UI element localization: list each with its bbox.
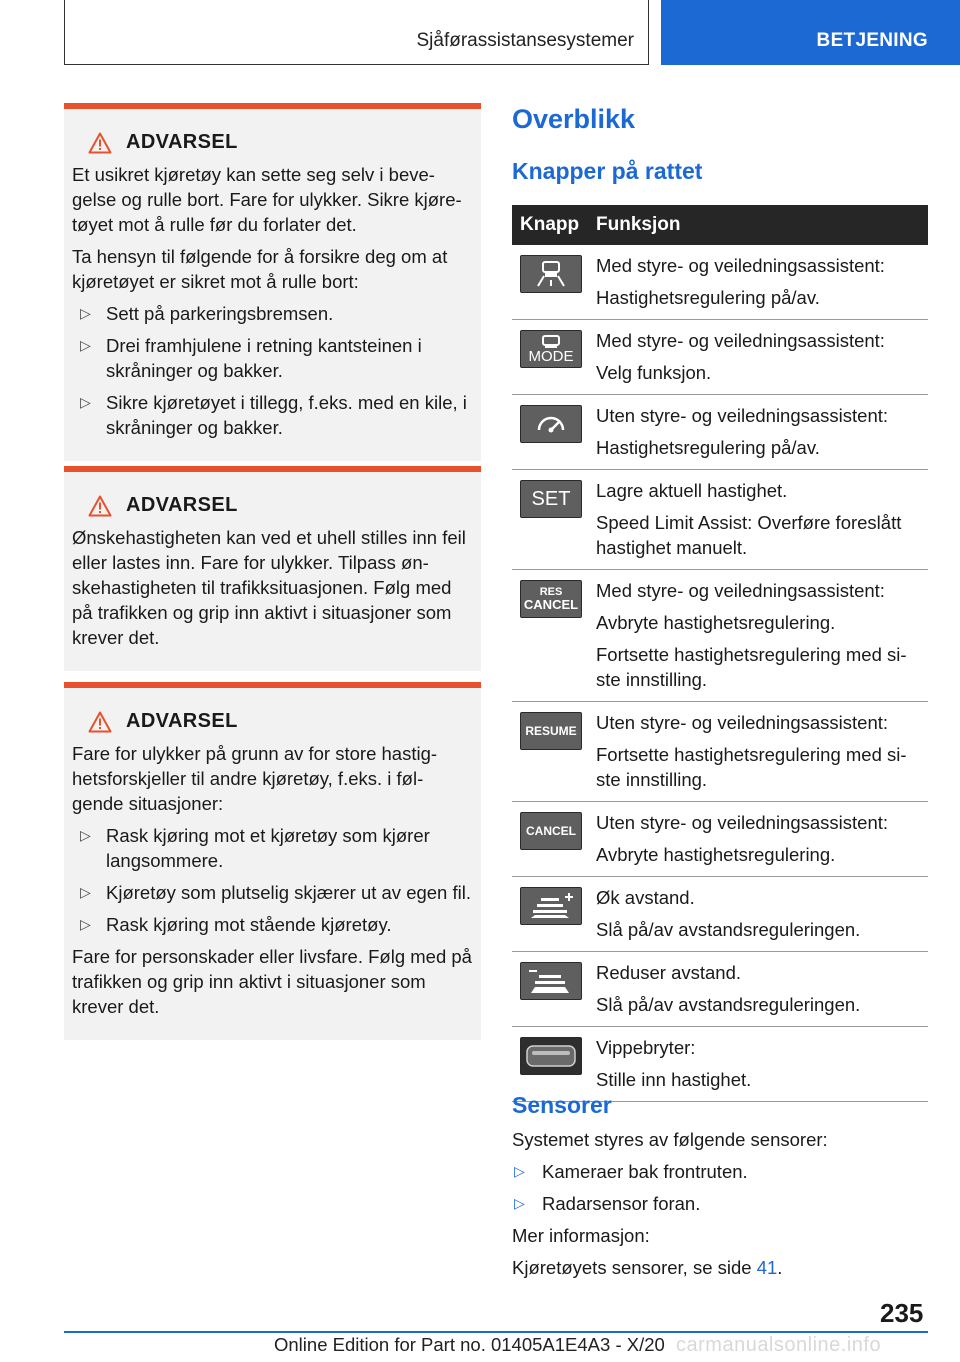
list-item [72,301,473,326]
warning-title: ADVARSEL [126,494,238,516]
key-cell [512,952,596,1027]
warning-title-row [88,131,473,154]
warning-text: Fare for ulykker på grunn av for store hastig-hetsforskjeller til andre kjøretøy, f.eks. i føl-gende situasjoner: [72,743,438,814]
bullet-triangle-icon: ▷ [80,916,91,932]
list-item [72,880,473,905]
distance-increase-icon [520,887,582,925]
table-row [512,320,928,395]
function-text: Slå på/av avstandsreguleringen. [596,994,861,1015]
list-item-text: Rask kjøring mot stående kjøretøy. [106,914,392,935]
function-text: Hastighetsregulering på/av. [596,437,820,458]
function-text: Fortsette hastighetsregulering med si-ste innstilling. [596,744,907,790]
bullet-triangle-icon: ▷ [80,827,91,843]
warning-text: Et usikret kjøretøy kan sette seg selv i beve-gelse og rulle bort. Fare for ulykker. Sikre kjøre-tøyet mot å rulle før du forlater det. [72,164,462,235]
set-button-icon [520,480,582,518]
function-cell [596,245,928,320]
function-text: Reduser avstand. [596,962,742,983]
function-text: Hastighetsregulering på/av. [596,287,820,308]
key-cell [512,470,596,570]
section-title: Sjåførassistansesystemer [416,30,634,51]
column-header-function: Funksjon [596,205,928,245]
header-chapter-tab[interactable] [661,0,960,65]
watermark: carmanualsonline.info [676,1334,882,1356]
bullet-triangle-icon: ▷ [80,884,91,900]
key-label: CANCEL [526,824,576,838]
list-item-text: Drei framhjulene i retning kantsteinen i skråninger og bakker. [106,335,422,381]
function-cell [596,952,928,1027]
key-cell [512,395,596,470]
warning-text: Ta hensyn til følgende for å forsikre deg om at kjøretøyet er sikret mot å rulle bort: [72,246,448,292]
sensors-heading: Sensorer [512,1092,612,1118]
list-item-text: Kjøretøy som plutselig skjærer ut av egen fil. [106,882,471,903]
table-row [512,470,928,570]
key-cell [512,702,596,802]
warning-title: ADVARSEL [126,131,238,153]
table-row [512,395,928,470]
resume-button-icon [520,712,582,750]
table-header-row [512,205,928,245]
table-row [512,877,928,952]
page-title: Overblikk [512,104,636,134]
warning-box-3 [64,682,481,1040]
function-text: Uten styre- og veiledningsassistent: [596,405,889,426]
key-cell [512,802,596,877]
key-label: CANCEL [523,597,579,612]
edition-text: Online Edition for Part no. 01405A1E4A3 - X/20 [274,1334,665,1355]
function-cell [596,320,928,395]
key-label: SET [531,487,571,510]
key-label: MODE [528,347,574,365]
res-cancel-icon [520,580,582,618]
cancel-button-icon [520,812,582,850]
buttons-table [512,205,928,1102]
function-cell [596,802,928,877]
table-row [512,1027,928,1102]
list-item [72,912,473,937]
warning-list [72,301,473,440]
function-cell [596,570,928,702]
function-text: Med styre- og veiledningsassistent: [596,330,885,351]
list-item [72,390,473,440]
function-text: Avbryte hastighetsregulering. [596,844,836,865]
key-cell [512,245,596,320]
distance-decrease-icon [520,962,582,1000]
warning-title-row [88,710,473,733]
buttons-heading: Knapper på rattet [512,158,703,184]
sensors-section [512,1127,928,1287]
table-row [512,802,928,877]
key-label: RESUME [525,724,577,738]
key-cell [512,320,596,395]
column-header-button: Knapp [512,205,596,245]
function-text: Uten styre- og veiledningsassistent: [596,812,889,833]
table-row [512,245,928,320]
list-item-text: Radarsensor foran. [542,1193,701,1214]
table-row [512,952,928,1027]
list-item [72,333,473,383]
function-text: Med styre- og veiledningsassistent: [596,580,885,601]
key-label: RES [539,586,563,598]
reference-end: . [777,1257,783,1278]
list-item-text: Sett på parkeringsbremsen. [106,303,334,324]
list-item-text: Rask kjøring mot et kjøretøy som kjører langsommere. [106,825,430,871]
function-text: Fortsette hastighetsregulering med si-ste innstilling. [596,644,907,690]
function-text: Lagre aktuell hastighet. [596,480,788,501]
function-text: Velg funksjon. [596,362,712,383]
warning-text: Ønskehastigheten kan ved et uhell stilles inn feil eller lastes inn. Fare for ulykker. Tilpass øn-skehastigheten til trafikksituasjonen. Følg med på trafikken og grip inn aktivt i situasjoner som krever det. [72,527,466,648]
warning-box-2 [64,466,481,671]
warning-triangle-icon [88,132,112,154]
bullet-triangle-icon: ▷ [514,1163,525,1179]
page-reference [512,1255,928,1280]
bullet-triangle-icon: ▷ [80,337,91,353]
warning-box-1 [64,103,481,461]
key-cell [512,570,596,702]
bullet-triangle-icon: ▷ [80,305,91,321]
warning-triangle-icon [88,711,112,733]
bullet-triangle-icon: ▷ [514,1195,525,1211]
warning-text: Fare for personskader eller livsfare. Følg med på trafikken og grip inn aktivt i situasjoner som krever det. [72,946,472,1017]
warning-title: ADVARSEL [126,710,238,732]
more-info-label: Mer informasjon: [512,1225,650,1246]
function-cell [596,470,928,570]
list-item-text: Sikre kjøretøyet i tillegg, f.eks. med en kile, i skråninger og bakker. [106,392,467,438]
key-cell [512,1027,596,1102]
function-cell [596,877,928,952]
warning-title-row [88,494,473,517]
function-cell [596,395,928,470]
page-link[interactable]: 41 [756,1257,778,1278]
header-section-box [64,0,649,65]
bullet-triangle-icon: ▷ [80,394,91,410]
rocker-switch-icon [520,1037,582,1075]
list-item [512,1159,928,1184]
footer-divider [64,1331,928,1333]
assist-mode-icon [520,330,582,368]
chapter-title: BETJENING [816,30,928,51]
table-row [512,570,928,702]
steering-assist-icon [520,255,582,293]
function-text: Stille inn hastighet. [596,1069,752,1090]
function-text: Med styre- og veiledningsassistent: [596,255,885,276]
list-item [72,823,473,873]
sensors-intro: Systemet styres av følgende sensorer: [512,1129,828,1150]
cruise-control-icon [520,405,582,443]
key-cell [512,877,596,952]
list-item-text: Kameraer bak frontruten. [542,1161,748,1182]
function-text: Slå på/av avstandsreguleringen. [596,919,861,940]
function-text: Øk avstand. [596,887,695,908]
function-text: Uten styre- og veiledningsassistent: [596,712,889,733]
function-text: Speed Limit Assist: Overføre foreslått hastighet manuelt. [596,512,902,558]
function-text: Vippebryter: [596,1037,696,1058]
table-row [512,702,928,802]
warning-triangle-icon [88,495,112,517]
warning-list [72,823,473,937]
function-cell [596,702,928,802]
sensors-list [512,1159,928,1216]
function-text: Avbryte hastighetsregulering. [596,612,836,633]
reference-text: Kjøretøyets sensorer, se side [512,1257,752,1278]
list-item [512,1191,928,1216]
function-cell [596,1027,928,1102]
page-number: 235 [880,1298,924,1328]
